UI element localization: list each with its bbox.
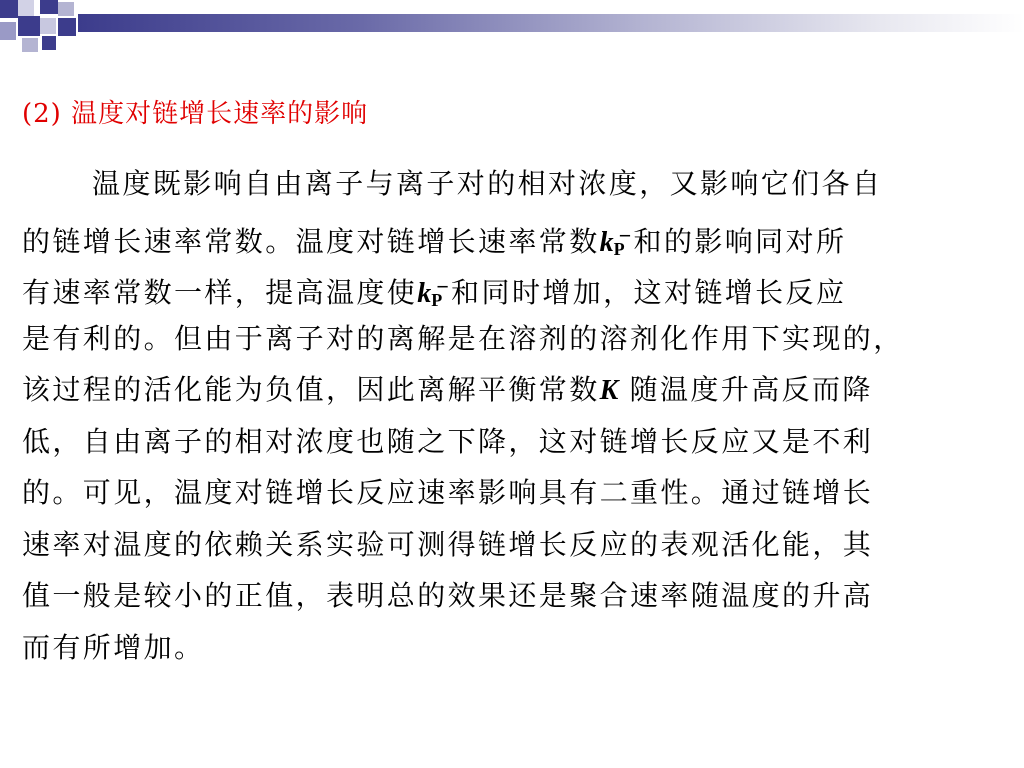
paragraph-line	[22, 570, 1012, 622]
line-text: 温度既影响自由离子与离子对的相对浓度，又影响它们各自	[92, 167, 883, 200]
line-text: 是有利的。但由于离子对的离解是在溶剂的溶剂化作用下实现的，	[22, 321, 904, 355]
header-decoration	[0, 0, 1024, 56]
line-text: 低，自由离子的相对浓度也随之下降，这对链增长反应又是不利	[22, 424, 874, 458]
paragraph-line	[22, 364, 1012, 416]
var-kp-minus: −	[618, 222, 634, 248]
paragraph-line	[22, 261, 1012, 313]
paragraph-line	[22, 158, 1012, 210]
paragraph-line	[22, 416, 1012, 468]
deco-square	[42, 36, 56, 50]
paragraph-line	[22, 210, 1012, 262]
deco-square	[58, 2, 74, 16]
var-K: K	[599, 375, 619, 406]
line-text: 速率对温度的依赖关系实验可测得链增长反应的表观活化能，其	[22, 527, 874, 561]
line-text: 该过程的活化能为负值，因此离解平衡常数	[22, 373, 600, 406]
line-text: 和的影响同对所	[633, 224, 847, 258]
deco-square	[22, 38, 38, 52]
line-text: 值一般是较小的正值，表明总的效果还是聚合速率随温度的升高	[22, 579, 874, 612]
var-kp-minus: −	[436, 274, 452, 299]
line-text: 的。可见，温度对链增长反应速率影响具有二重性。通过链增长	[22, 476, 874, 509]
paragraph-line	[22, 467, 1012, 519]
line-text: 随温度升高反而降	[629, 373, 873, 406]
deco-square	[58, 18, 76, 36]
deco-square	[0, 0, 18, 18]
paragraph-line	[22, 313, 1012, 365]
var-kp: $k_P$	[417, 278, 443, 310]
deco-square	[40, 18, 56, 34]
line-text: 而有所增加。	[22, 630, 205, 664]
line-text: 的链增长速率常数。温度对链增长速率常数	[22, 224, 600, 258]
paragraph-line	[22, 622, 1012, 674]
line-text: 和同时增加，这对链增长反应	[451, 276, 847, 309]
deco-square	[18, 16, 40, 36]
deco-square	[40, 0, 58, 14]
var-kp: $k_P$	[599, 226, 625, 259]
line-text: 有速率常数一样，提高温度使	[22, 276, 418, 309]
paragraph-line	[22, 519, 1012, 571]
deco-square	[18, 0, 34, 16]
header-gradient-bar	[78, 14, 1024, 32]
slide-heading: (2) 温度对链增长速率的影响	[22, 99, 369, 129]
paragraph	[22, 158, 1012, 673]
deco-square	[0, 22, 16, 40]
